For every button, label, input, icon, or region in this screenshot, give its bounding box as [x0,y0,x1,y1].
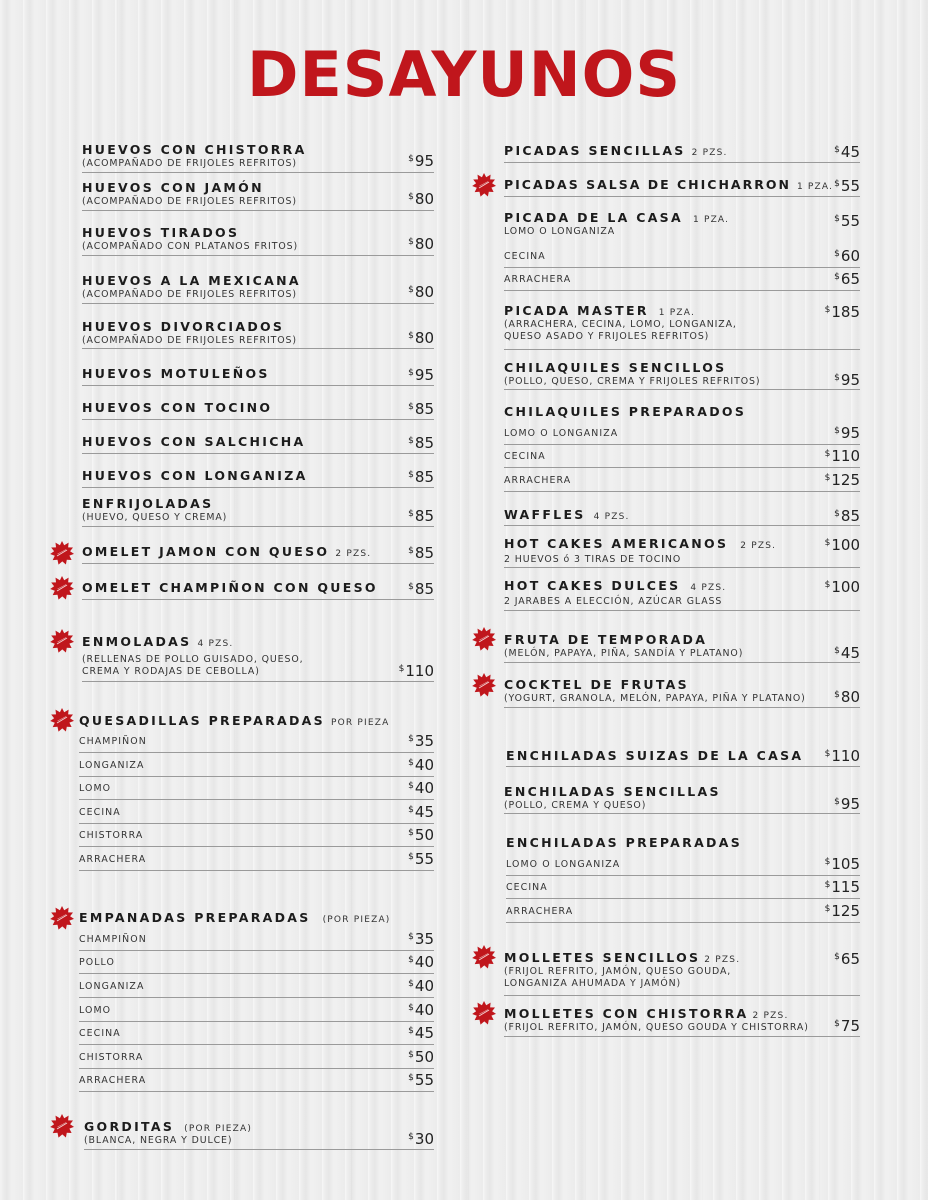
item-price: $45 [834,143,860,161]
item-description: (ACOMPAÑADO DE FRIJOLES REFRITOS) [82,335,297,346]
option-row[interactable]: ARRACHERA $65 [504,274,860,291]
option-row[interactable]: LOMO O LONGANIZA $95 [504,428,860,445]
item-price: $55 [834,177,860,195]
item-name: HUEVOS TIRADOS [82,225,240,240]
item-price: $85 [408,468,434,486]
option-row[interactable]: CECINA $45 [79,1028,434,1045]
item-name: HOT CAKES DULCES 4 PZS. [504,578,727,593]
option-row[interactable]: LOMO O LONGANIZA $105 [506,859,860,876]
item-name: HUEVOS CON CHISTORRA [82,142,307,157]
menu-item[interactable] [82,468,434,488]
item-price: $95 [408,152,434,170]
item-name: HUEVOS MOTULEÑOS [82,366,270,381]
item-description: (BLANCA, NEGRA Y DULCE) [84,1135,233,1146]
special-burst-icon [50,708,74,732]
item-price: $80 [408,283,434,301]
section-heading: QUESADILLAS PREPARADAS POR PIEZA [79,713,390,728]
menu-item[interactable] [82,544,434,564]
item-name: PICADAS SENCILLAS 2 PZS. [504,143,728,158]
menu-item[interactable] [504,210,860,240]
item-price: $95 [834,795,860,813]
option-row[interactable]: CHAMPIÑON $35 [79,736,434,753]
item-name: OMELET JAMON CON QUESO 2 PZS. [82,544,372,559]
item-description: (FRIJOL REFRITO, JAMÓN, QUESO GOUDA, LONGANIZA AHUMADA Y JAMÓN) [504,966,732,989]
item-name: ENCHILADAS SENCILLAS [504,784,721,799]
special-burst-icon [472,627,496,651]
menu-item[interactable] [84,1119,434,1150]
special-burst-icon [472,673,496,697]
menu-item[interactable] [504,784,860,814]
item-name: COCKTEL DE FRUTAS [504,677,689,692]
special-burst-icon [50,906,74,930]
item-price: $45 [834,644,860,662]
special-burst-icon [50,541,74,565]
menu-item[interactable] [82,180,434,211]
item-price: $80 [408,329,434,347]
menu-item[interactable] [82,634,434,682]
item-name: MOLLETES CON CHISTORRA 2 PZS. [504,1006,789,1021]
item-price: $55 [834,212,860,230]
special-burst-icon [50,1114,74,1138]
item-description: (ACOMPAÑADO DE FRIJOLES REFRITOS) [82,289,297,300]
special-burst-icon [472,173,496,197]
menu-item[interactable] [82,434,434,454]
item-description: (POLLO, CREMA Y QUESO) [504,800,647,811]
item-price: $85 [408,544,434,562]
item-price: $100 [824,578,860,596]
item-price: $100 [824,536,860,554]
menu-item[interactable] [504,303,860,350]
option-row[interactable]: CECINA $115 [506,882,860,899]
item-price: $65 [834,950,860,968]
item-price: $95 [408,366,434,384]
item-description: (POLLO, QUESO, CREMA Y FRIJOLES REFRITOS) [504,376,761,387]
item-price: $85 [408,580,434,598]
option-row[interactable]: CECINA $60 [504,251,860,268]
item-name: HUEVOS CON JAMÓN [82,180,264,195]
item-price: $80 [408,235,434,253]
menu-item[interactable] [82,366,434,386]
option-row[interactable]: CHISTORRA $50 [79,830,434,847]
special-burst-icon [50,629,74,653]
item-name: ENCHILADAS SUIZAS DE LA CASA [506,748,804,763]
section-heading: ENCHILADAS PREPARADAS [506,835,742,850]
item-name: GORDITAS (POR PIEZA) [84,1119,253,1134]
item-description: (MELÓN, PAPAYA, PIÑA, SANDÍA Y PLATANO) [504,648,744,659]
menu-item[interactable] [504,677,860,708]
special-burst-icon [472,1001,496,1025]
special-burst-icon [50,576,74,600]
menu-item[interactable] [82,580,434,600]
item-name: ENFRIJOLADAS [82,496,214,511]
item-name: PICADAS SALSA DE CHICHARRON 1 PZA. [504,177,834,192]
item-description: (FRIJOL REFRITO, JAMÓN, QUESO GOUDA Y CHISTORRA) [504,1022,809,1033]
option-row[interactable]: CECINA $110 [504,451,860,468]
item-price: $85 [408,434,434,452]
menu-item[interactable] [82,142,434,173]
menu-item[interactable] [504,578,860,611]
menu-item[interactable] [504,177,860,197]
item-description: (ACOMPAÑADO DE FRIJOLES REFRITOS) [82,196,297,207]
item-name: HUEVOS CON TOCINO [82,400,273,415]
section-heading: EMPANADAS PREPARADAS (POR PIEZA) [79,910,391,925]
option-row[interactable]: CHAMPIÑON $35 [79,934,434,951]
item-name: CHILAQUILES SENCILLOS [504,360,727,375]
item-price: $95 [834,371,860,389]
item-price: $110 [824,747,860,765]
item-name: HUEVOS DIVORCIADOS [82,319,285,334]
item-price: $110 [398,662,434,680]
special-burst-icon [472,945,496,969]
option-row[interactable]: POLLO $40 [79,957,434,974]
menu-item[interactable] [82,273,434,304]
item-description: (ACOMPAÑADO DE FRIJOLES REFRITOS) [82,158,297,169]
item-price: $85 [408,507,434,525]
item-name: HOT CAKES AMERICANOS 2 PZS. [504,536,777,551]
option-row[interactable]: LONGANIZA $40 [79,760,434,777]
item-name: WAFFLES 4 PZS. [504,507,630,522]
menu-item[interactable] [82,496,434,527]
menu-item[interactable] [504,507,860,526]
item-name: HUEVOS A LA MEXICANA [82,273,301,288]
item-description: (ACOMPAÑADO CON PLATANOS FRITOS) [82,241,299,252]
option-row[interactable]: LOMO $40 [79,783,434,800]
item-name: MOLLETES SENCILLOS 2 PZS. [504,950,741,965]
item-description: (ARRACHERA, CECINA, LOMO, LONGANIZA, QUESO ASADO Y FRIJOLES REFRITOS) [504,319,737,342]
menu-title: DESAYUNOS [246,38,681,111]
option-row[interactable]: ARRACHERA $55 [79,1075,434,1092]
item-description: LOMO O LONGANIZA [504,226,616,237]
item-description: (RELLENAS DE POLLO GUISADO, QUESO, CREMA Y RODAJAS DE CEBOLLA) [82,654,304,677]
menu-item[interactable] [504,143,860,163]
option-row[interactable]: LONGANIZA $40 [79,981,434,998]
menu-item[interactable] [504,1006,860,1037]
item-name: PICADA MASTER 1 PZA. [504,303,696,318]
item-price: $75 [834,1017,860,1035]
option-row[interactable]: ARRACHERA $125 [504,475,860,492]
option-row[interactable]: CECINA $45 [79,807,434,824]
option-row[interactable]: LOMO $40 [79,1005,434,1022]
item-price: $85 [408,400,434,418]
menu-item[interactable] [504,536,860,568]
item-name: ENMOLADAS 4 PZS. [82,634,234,649]
item-price: $185 [824,303,860,321]
item-name: HUEVOS CON LONGANIZA [82,468,308,483]
item-description: 2 HUEVOS ó 3 TIRAS DE TOCINO [504,554,682,565]
menu-item[interactable] [82,225,434,256]
menu-item[interactable] [82,319,434,349]
menu-item[interactable] [506,748,860,767]
item-description: 2 JARABES A ELECCIÓN, AZÚCAR GLASS [504,596,723,607]
item-price: $80 [834,688,860,706]
menu-item[interactable] [504,360,860,390]
option-row[interactable]: ARRACHERA $55 [79,854,434,871]
option-row[interactable]: CHISTORRA $50 [79,1052,434,1069]
item-name: FRUTA DE TEMPORADA [504,632,708,647]
item-name: HUEVOS CON SALCHICHA [82,434,306,449]
menu-item[interactable] [504,632,860,663]
item-description: (YOGURT, GRANOLA, MELÓN, PAPAYA, PIÑA Y PLATANO) [504,693,806,704]
item-description: (HUEVO, QUESO Y CREMA) [82,512,228,523]
menu-item[interactable] [82,400,434,420]
menu-item[interactable] [504,950,860,996]
item-price: $85 [834,507,860,525]
section-heading: CHILAQUILES PREPARADOS [504,404,747,419]
item-name: PICADA DE LA CASA 1 PZA. [504,210,730,225]
option-row[interactable]: ARRACHERA $125 [506,906,860,923]
item-price: $80 [408,190,434,208]
item-price: $30 [408,1130,434,1148]
item-name: OMELET CHAMPIÑON CON QUESO [82,580,378,595]
